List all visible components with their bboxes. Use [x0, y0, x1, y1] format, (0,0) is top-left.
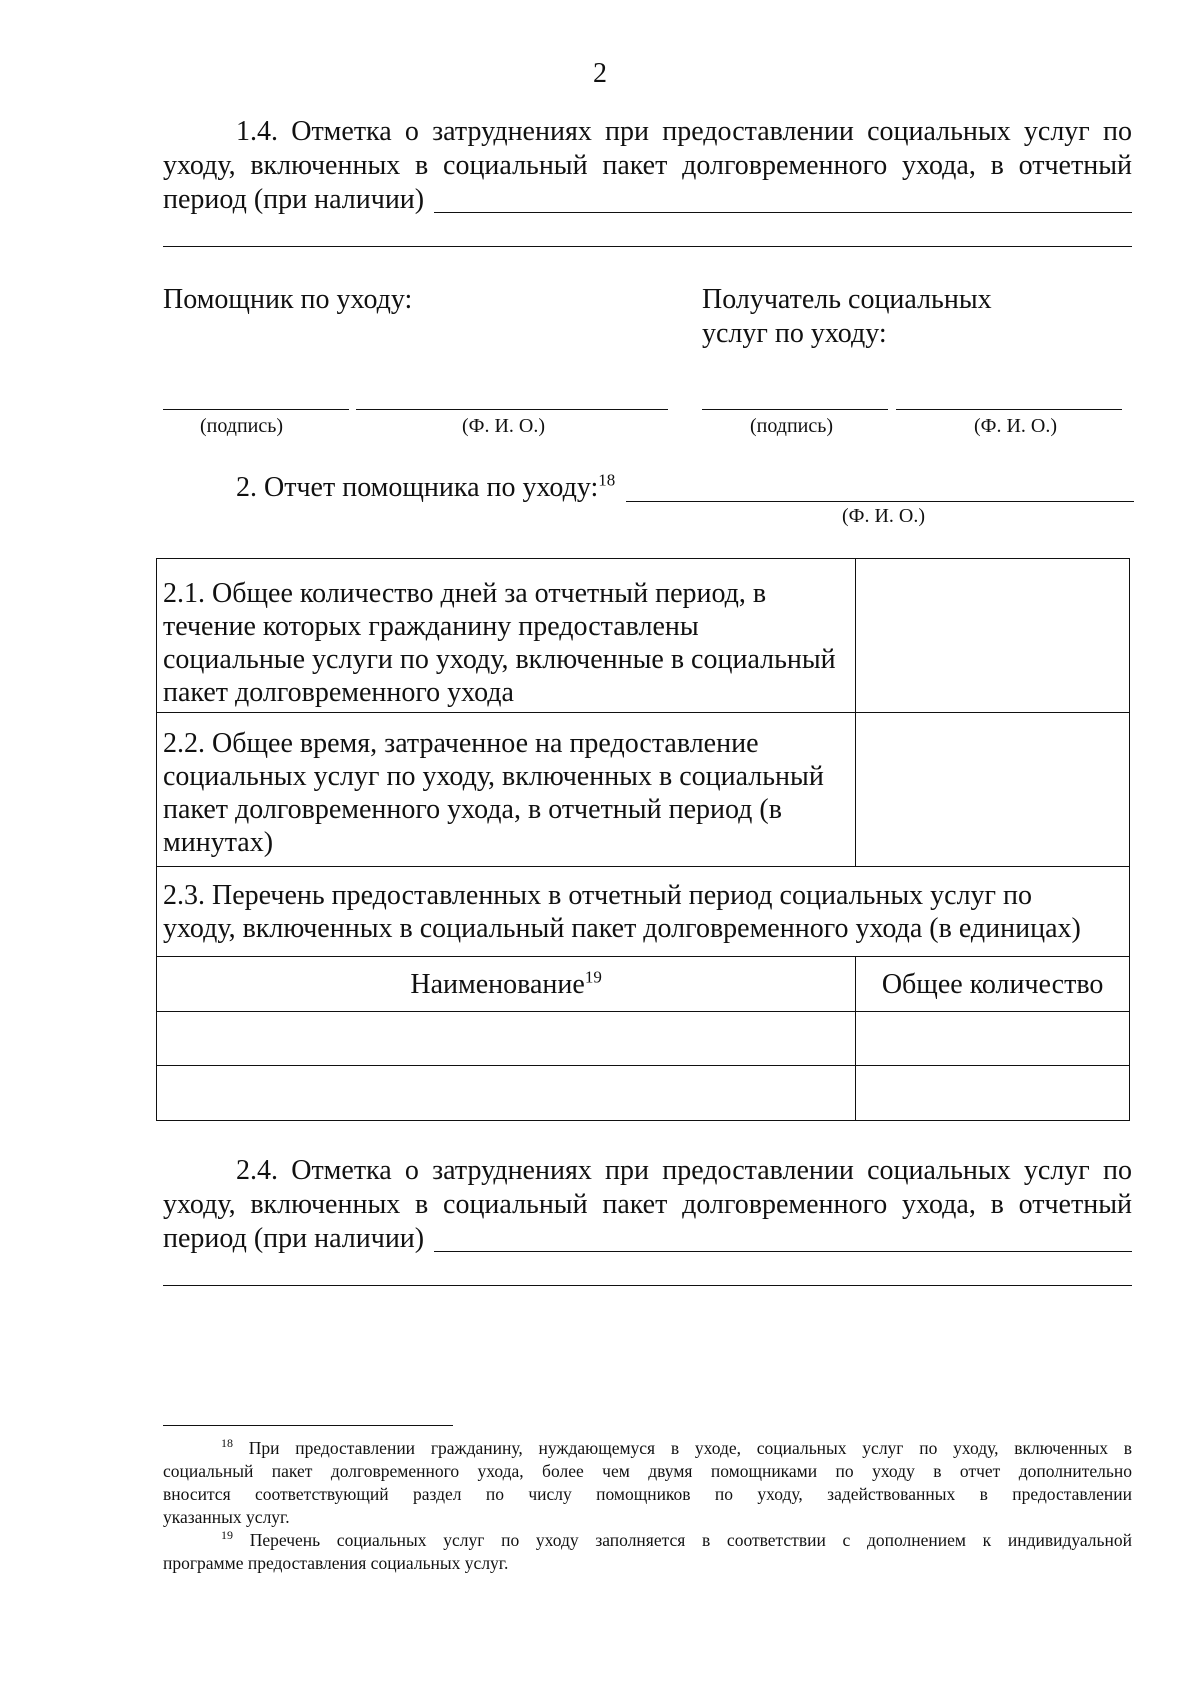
section-1-4-line-2: уходу, включенных в социальный пакет долговременного ухода, в отчетный — [163, 150, 1132, 181]
fio-line — [356, 409, 668, 410]
fio-line — [626, 501, 1134, 502]
service-name-cell[interactable] — [157, 1066, 856, 1121]
footnote-mark-18: 18 — [221, 1436, 233, 1451]
col-name-header — [157, 957, 856, 1012]
recipient-label-line-1: Получатель социальных — [702, 284, 992, 315]
service-count-cell[interactable] — [856, 1012, 1130, 1066]
fill-line — [163, 246, 1132, 247]
col-name-header-text: Наименование — [410, 968, 585, 1000]
signature-caption: (подпись) — [200, 415, 284, 437]
section-2-heading-text: 2. Отчет помощника по уходу: — [236, 472, 599, 503]
footnote-18-text: При предоставлении гражданину, нуждающемуся в уходе, социальных услуг по уходу, включенных в — [248, 1438, 1132, 1458]
row-2-1-line: течение которых гражданину предоставлены — [163, 611, 699, 642]
section-2-4-line-2: уходу, включенных в социальный пакет долговременного ухода, в отчетный — [163, 1189, 1132, 1220]
section-2-4-line-3: период (при наличии) — [163, 1223, 425, 1254]
signature-line — [702, 409, 888, 410]
section-1-4-line-1: 1.4. Отметка о затруднениях при предоставлении социальных услуг по — [236, 116, 1132, 147]
footnote-18-line-2: социальный пакет долговременного ухода, более чем двумя помощниками по уходу в отчет дополнительно — [163, 1461, 1132, 1481]
footnote-19-line-1 — [163, 1529, 1132, 1552]
row-2-1-line: пакет долговременного ухода — [163, 677, 514, 708]
fio-caption: (Ф. И. О.) — [462, 415, 546, 437]
col-count-header: Общее количество — [856, 957, 1130, 1012]
footnote-18-line-1 — [163, 1437, 1132, 1460]
section-2-heading — [236, 472, 615, 504]
section-2-fio-caption: (Ф. И. О.) — [842, 505, 926, 527]
recipient-label-line-2: услуг по уходу: — [702, 318, 887, 349]
footnote-mark-19: 19 — [221, 1528, 233, 1543]
row-2-1-line: 2.1. Общее количество дней за отчетный период, в — [163, 578, 767, 609]
section-2-4-line-1: 2.4. Отметка о затруднениях при предоставлении социальных услуг по — [236, 1155, 1132, 1186]
row-2-1-value-cell[interactable] — [856, 559, 1130, 713]
row-2-3-line: 2.3. Перечень предоставленных в отчетный период социальных услуг по — [163, 880, 1033, 911]
row-2-2-label — [157, 713, 856, 867]
row-2-2-line: минутах) — [163, 827, 274, 858]
footnote-19-line-2: программе предоставления социальных услуг. — [163, 1553, 509, 1573]
fill-line — [434, 1251, 1132, 1252]
signature-caption: (подпись) — [750, 415, 834, 437]
table-row — [157, 559, 1130, 713]
footnote-18-line-3: вносится соответствующий раздел по числу помощников по уходу, задействованных в предоставлении — [163, 1484, 1132, 1504]
row-2-2-value-cell[interactable] — [856, 713, 1130, 867]
row-2-1-line: социальные услуги по уходу, включенные в социальный — [163, 644, 836, 675]
footnote-separator — [163, 1425, 453, 1426]
footnote-ref-19: 19 — [584, 967, 602, 987]
helper-label: Помощник по уходу: — [163, 284, 413, 315]
fill-line — [163, 1285, 1132, 1286]
fio-caption: (Ф. И. О.) — [974, 415, 1058, 437]
service-name-cell[interactable] — [157, 1012, 856, 1066]
fill-line — [434, 212, 1132, 213]
report-table — [156, 558, 1130, 1121]
row-2-3-line: уходу, включенных в социальный пакет долговременного ухода (в единицах) — [163, 913, 1081, 944]
row-2-2-line: 2.2. Общее время, затраченное на предоставление — [163, 728, 759, 759]
table-row — [157, 867, 1130, 957]
table-row — [157, 713, 1130, 867]
row-2-2-line: социальных услуг по уходу, включенных в социальный — [163, 761, 824, 792]
table-row — [157, 1012, 1130, 1066]
table-row — [157, 1066, 1130, 1121]
table-header-row — [157, 957, 1130, 1012]
row-2-2-line: пакет долговременного ухода, в отчетный период (в — [163, 794, 782, 825]
page-number: 2 — [593, 58, 607, 89]
footnote-ref-18: 18 — [598, 470, 616, 490]
row-2-1-label — [157, 559, 856, 713]
service-count-cell[interactable] — [856, 1066, 1130, 1121]
signature-line — [163, 409, 349, 410]
footnote-18-line-4: указанных услуг. — [163, 1507, 290, 1527]
section-1-4-line-3: период (при наличии) — [163, 184, 425, 215]
footnote-19-text: Перечень социальных услуг по уходу заполняется в соответствии с дополнением к индивидуальной — [249, 1530, 1133, 1550]
fio-line — [896, 409, 1122, 410]
row-2-3-label — [157, 867, 1130, 957]
